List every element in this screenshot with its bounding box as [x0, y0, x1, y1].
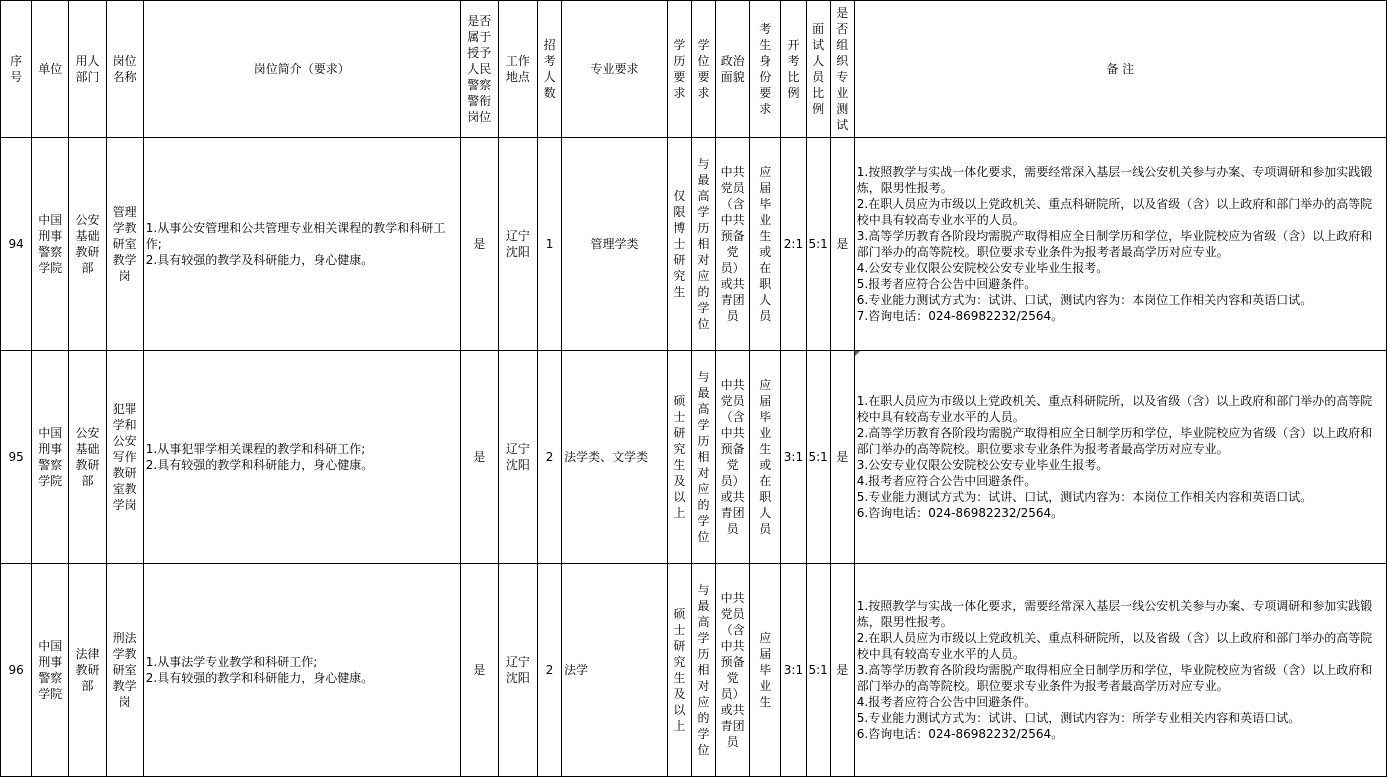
note-line: 1.按照教学与实战一体化要求，需要经常深入基层一线公安机关参与办案、专项调研和参加实践锻炼，限男性报考。: [856, 599, 1373, 629]
cell-major: 法学: [562, 564, 668, 777]
cell-intro: [143, 138, 460, 351]
cell-unit: 中国刑事警察学院: [32, 564, 69, 777]
cell-identity: 应届毕业生或在职人员: [750, 351, 781, 564]
cell-edu: 仅限博士研究生: [667, 138, 691, 351]
note-line: 3.高等学历教育各阶段均需脱产取得相应全日制学历和学位，毕业院校应为省级（含）以上政府和部门举办的高等院校。职位要求专业条件为报考者最高学历对应专业。: [856, 663, 1373, 693]
cell-degree: 与最高学历相对应的学位: [691, 138, 715, 351]
cell-seq: 96: [1, 564, 32, 777]
table-row: [1, 564, 1387, 777]
note-line: 5.专业能力测试方式为：试讲、口试，测试内容为：所学专业相关内容和英语口试。: [856, 711, 1301, 725]
cell-pro-test: 是: [830, 564, 854, 777]
cell-interview-ratio: 5:1: [806, 138, 830, 351]
cell-interview-ratio: 5:1: [806, 564, 830, 777]
cell-edu: 硕士研究生及以上: [667, 564, 691, 777]
cell-political: 中共党员（含中共预备党员）或共青团员: [716, 564, 750, 777]
cell-intro: [143, 564, 460, 777]
cell-degree: 与最高学历相对应的学位: [691, 564, 715, 777]
note-line: 5.专业能力测试方式为：试讲、口试，测试内容为：本岗位工作相关内容和英语口试。: [856, 490, 1313, 504]
note-line: 3.公安专业仅限公安院校公安专业毕业生报考。: [856, 458, 1109, 472]
cell-unit: 中国刑事警察学院: [32, 351, 69, 564]
header-row: [1, 1, 1387, 138]
cell-dept: 公安基础教研部: [69, 138, 106, 351]
header-police: 是否属于授予人民警察警衔岗位: [460, 1, 498, 138]
header-intro: 岗位简介（要求）: [143, 1, 460, 138]
cell-political: 中共党员（含中共预备党员）或共青团员: [716, 138, 750, 351]
header-unit: 单位: [32, 1, 69, 138]
cell-major: 管理学类: [562, 138, 668, 351]
note-line: 2.在职人员应为市级以上党政机关、重点科研院所，以及省级（含）以上政府和部门举办的高等院校中具有较高专业水平的人员。: [856, 197, 1373, 227]
header-edu: 学历要求: [667, 1, 691, 138]
cell-police: 是: [460, 564, 498, 777]
intro-line: 2.具有较强的教学和科研能力，身心健康。: [145, 458, 374, 472]
table-row: [1, 351, 1387, 564]
cell-degree: 与最高学历相对应的学位: [691, 351, 715, 564]
intro-line: 1.从事法学专业教学和科研工作;: [145, 655, 318, 669]
cell-post-name: 犯罪学和公安写作教研室教学岗: [106, 351, 143, 564]
cell-interview-ratio: 5:1: [806, 351, 830, 564]
header-notes: 备 注: [854, 1, 1386, 138]
cell-identity: 应届毕业生: [750, 564, 781, 777]
intro-line: 1.从事犯罪学相关课程的教学和科研工作;: [145, 442, 366, 456]
cell-political: 中共党员（含中共预备党员）或共青团员: [716, 351, 750, 564]
cell-major: 法学类、文学类: [562, 351, 668, 564]
header-pro-test: 是否组织专业测试: [830, 1, 854, 138]
note-line: 7.咨询电话：024-86982232/2564。: [856, 309, 1064, 323]
cell-unit: 中国刑事警察学院: [32, 138, 69, 351]
note-line: 1.按照教学与实战一体化要求，需要经常深入基层一线公安机关参与办案、专项调研和参加实践锻炼，限男性报考。: [856, 165, 1373, 195]
note-line: 4.报考者应符合公告中回避条件。: [856, 474, 1037, 488]
note-line: 2.高等学历教育各阶段均需脱产取得相应全日制学历和学位，毕业院校应为省级（含）以上政府和部门举办的高等院校。职位要求专业条件为报考者最高学历对应专业。: [856, 426, 1373, 456]
cell-dept: 法律教研部: [69, 564, 106, 777]
header-political: 政治面貌: [716, 1, 750, 138]
intro-line: 2.具有较强的教学及科研能力，身心健康。: [145, 253, 374, 267]
header-dept: 用人部门: [69, 1, 106, 138]
header-location: 工作地点: [498, 1, 537, 138]
table-row: [1, 138, 1387, 351]
note-line: 3.高等学历教育各阶段均需脱产取得相应全日制学历和学位，毕业院校应为省级（含）以上政府和部门举办的高等院校。职位要求专业条件为报考者最高学历对应专业。: [856, 229, 1373, 259]
cell-police: 是: [460, 351, 498, 564]
cell-notes: [854, 138, 1386, 351]
cell-count: 1: [538, 138, 562, 351]
cell-post-name: 管理学教研室教学岗: [106, 138, 143, 351]
cell-count: 2: [538, 564, 562, 777]
intro-line: 2.具有较强的教学和科研能力，身心健康。: [145, 671, 374, 685]
cell-exam-ratio: 2:1: [781, 138, 806, 351]
header-seq: 序号: [1, 1, 32, 138]
cell-seq: 94: [1, 138, 32, 351]
cell-police: 是: [460, 138, 498, 351]
cell-location: 辽宁沈阳: [498, 138, 537, 351]
note-line: 2.在职人员应为市级以上党政机关、重点科研院所，以及省级（含）以上政府和部门举办的高等院校中具有较高专业水平的人员。: [856, 631, 1373, 661]
cell-location: 辽宁沈阳: [498, 351, 537, 564]
cell-dept: 公安基础教研部: [69, 351, 106, 564]
intro-line: 1.从事公安管理和公共管理专业相关课程的教学和科研工作;: [145, 221, 446, 251]
cell-count: 2: [538, 351, 562, 564]
header-exam-ratio: 开考比例: [781, 1, 806, 138]
header-identity: 考生身份要求: [750, 1, 781, 138]
note-line: 6.专业能力测试方式为：试讲、口试，测试内容为：本岗位工作相关内容和英语口试。: [856, 293, 1313, 307]
cell-intro: [143, 351, 460, 564]
header-degree: 学位要求: [691, 1, 715, 138]
note-line: 1.在职人员应为市级以上党政机关、重点科研院所，以及省级（含）以上政府和部门举办的高等院校中具有较高专业水平的人员。: [856, 394, 1373, 424]
cell-pro-test: 是: [830, 138, 854, 351]
note-line: 6.咨询电话：024-86982232/2564。: [856, 506, 1064, 520]
cell-exam-ratio: 3:1: [781, 564, 806, 777]
header-post-name: 岗位名称: [106, 1, 143, 138]
note-line: 5.报考者应符合公告中回避条件。: [856, 277, 1037, 291]
header-count: 招考人数: [538, 1, 562, 138]
cell-notes: [854, 351, 1386, 564]
cell-edu: 硕士研究生及以上: [667, 351, 691, 564]
note-line: 4.公安专业仅限公安院校公安专业毕业生报考。: [856, 261, 1109, 275]
cell-pro-test: 是: [830, 351, 854, 564]
cell-identity: 应届毕业生或在职人员: [750, 138, 781, 351]
cell-location: 辽宁沈阳: [498, 564, 537, 777]
header-major: 专业要求: [562, 1, 668, 138]
cell-seq: 95: [1, 351, 32, 564]
cell-exam-ratio: 3:1: [781, 351, 806, 564]
note-line: 4.报考者应符合公告中回避条件。: [856, 695, 1037, 709]
note-line: 6.咨询电话：024-86982232/2564。: [856, 727, 1064, 741]
cell-notes: [854, 564, 1386, 777]
header-interview-ratio: 面试人员比例: [806, 1, 830, 138]
cell-post-name: 刑法学教研室教学岗: [106, 564, 143, 777]
